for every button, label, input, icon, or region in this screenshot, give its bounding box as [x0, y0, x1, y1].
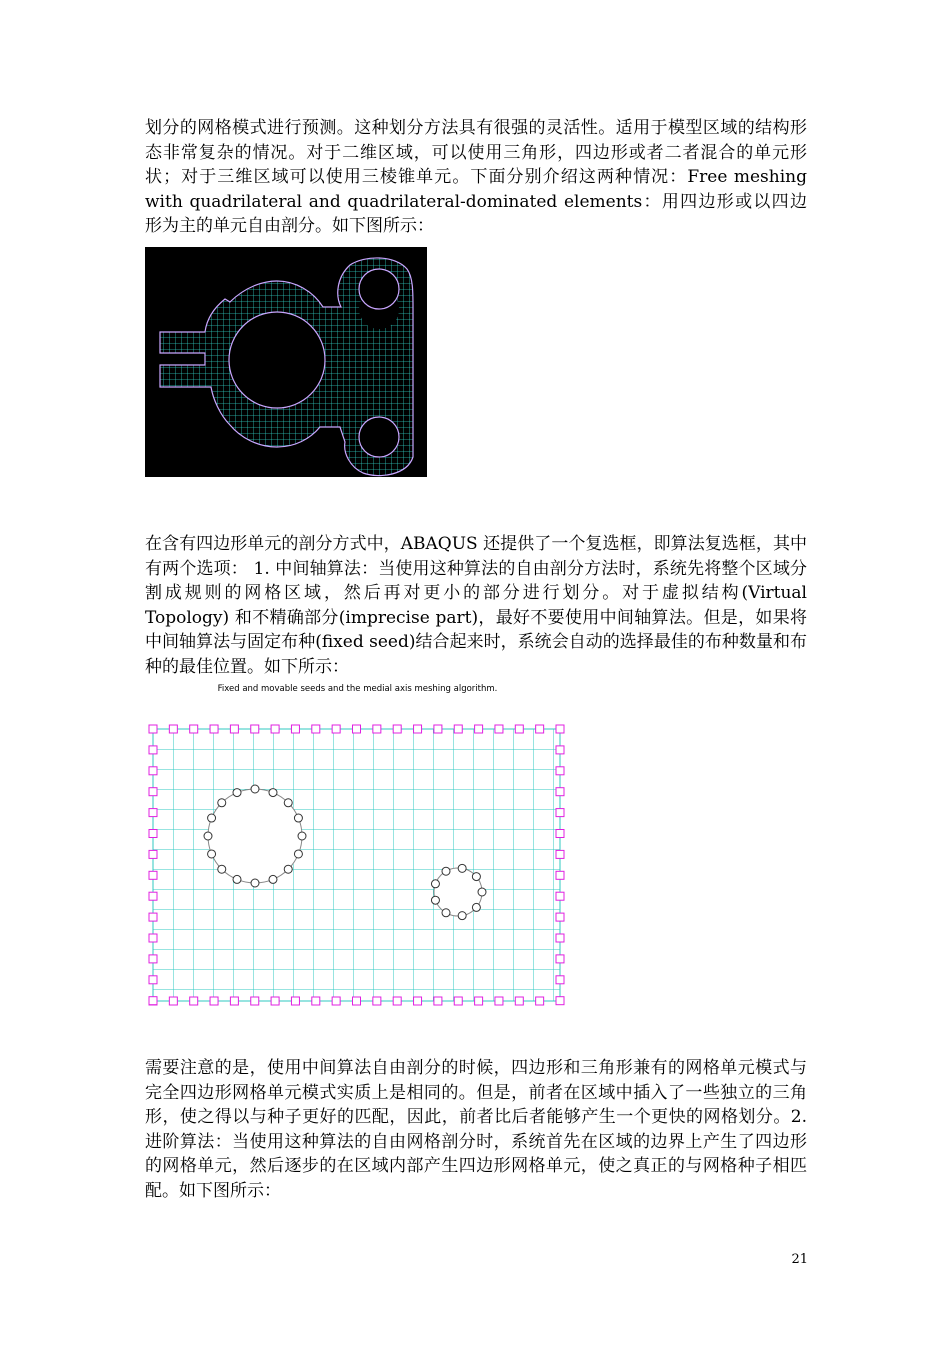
seed-marker: [373, 997, 381, 1005]
seed-marker: [190, 725, 198, 733]
seed-marker: [149, 871, 157, 879]
seed-marker: [284, 799, 292, 807]
seed-marker: [458, 864, 466, 872]
seed-marker: [556, 746, 564, 754]
seed-marker: [556, 871, 564, 879]
seed-marker: [149, 767, 157, 775]
medial-axis-mesh-drawing: [145, 684, 570, 1010]
seed-marker: [431, 896, 439, 904]
seed-marker: [556, 788, 564, 796]
seed-marker: [251, 879, 259, 887]
figure-caption: Fixed and movable seeds and the medial axis meshing algorithm.: [217, 684, 498, 694]
seed-marker: [556, 997, 564, 1005]
seed-marker: [294, 850, 302, 858]
seed-marker: [472, 903, 480, 911]
seed-marker: [149, 934, 157, 942]
seed-marker: [149, 830, 157, 838]
seed-marker: [251, 785, 259, 793]
seed-marker: [556, 725, 564, 733]
seed-marker: [414, 997, 422, 1005]
seed-marker: [454, 725, 462, 733]
seed-marker: [515, 725, 523, 733]
page-number: 21: [791, 1252, 808, 1267]
seed-marker: [475, 997, 483, 1005]
seed-marker: [204, 832, 212, 840]
seed-marker: [556, 850, 564, 858]
seed-marker: [515, 997, 523, 1005]
paragraph-1: 划分的网格模式进行预测。这种划分方法具有很强的灵活性。适用于模型区域的结构形态非常复杂的情况。对于二维区域，可以使用三角形，四边形或者二者混合的单元形状；对于三维区域可以使用三棱锥单元。下面分别介绍这两种情况：Free meshing with quadrilateral and quadrilateral-dominated elements：用四边形或以四边形为主的单元自由剖分。如下图所示：: [145, 118, 807, 237]
seed-marker: [556, 976, 564, 984]
seed-marker: [190, 997, 198, 1005]
seed-marker: [556, 830, 564, 838]
seed-marker: [353, 725, 361, 733]
seed-marker: [169, 725, 177, 733]
seed-marker: [294, 814, 302, 822]
seed-marker: [149, 788, 157, 796]
seed-marker: [233, 875, 241, 883]
seed-marker: [271, 725, 279, 733]
seed-marker: [210, 725, 218, 733]
seed-marker: [269, 875, 277, 883]
quad-mesh-drawing: [145, 247, 427, 477]
seed-marker: [556, 767, 564, 775]
seed-marker: [208, 814, 216, 822]
seed-marker: [312, 997, 320, 1005]
seed-marker: [149, 955, 157, 963]
seed-marker: [312, 725, 320, 733]
seed-marker: [169, 997, 177, 1005]
seed-marker: [284, 865, 292, 873]
seed-marker: [454, 997, 462, 1005]
seed-marker: [251, 725, 259, 733]
seed-marker: [556, 955, 564, 963]
seed-marker: [230, 725, 238, 733]
seed-marker: [353, 997, 361, 1005]
figure-quad-free-mesh: [145, 247, 427, 477]
seed-marker: [149, 997, 157, 1005]
seed-marker: [373, 725, 381, 733]
seed-marker: [475, 725, 483, 733]
seed-marker: [149, 809, 157, 817]
seed-marker: [434, 725, 442, 733]
seed-marker: [149, 725, 157, 733]
seed-marker: [291, 725, 299, 733]
seed-marker: [393, 725, 401, 733]
seed-marker: [230, 997, 238, 1005]
seed-marker: [472, 873, 480, 881]
seed-marker: [431, 880, 439, 888]
seed-marker: [434, 997, 442, 1005]
seed-marker: [495, 725, 503, 733]
seed-marker: [556, 892, 564, 900]
seed-marker: [271, 997, 279, 1005]
paragraph-3: 需要注意的是，使用中间算法自由剖分的时候，四边形和三角形兼有的网格单元模式与完全四边形网格单元模式实质上是相同的。但是，前者在区域中插入了一些独立的三角形，使之得以与种子更好的匹配，因此，前者比后者能够产生一个更快的网格划分。2.进阶算法：当使用这种算法的自由网格剖分时，系统首先在区域的边界上产生了四边形的网格单元，然后逐步的在区域内部产生四边形网格单元，使之真正的与网格种子相匹配。如下图所示：: [145, 1058, 807, 1201]
seed-marker: [291, 997, 299, 1005]
seed-marker: [149, 892, 157, 900]
seed-marker: [218, 799, 226, 807]
seed-marker: [556, 934, 564, 942]
seed-marker: [251, 997, 259, 1005]
seed-marker: [233, 789, 241, 797]
seed-marker: [210, 997, 218, 1005]
seed-marker: [458, 912, 466, 920]
seed-marker: [414, 725, 422, 733]
seed-marker: [556, 913, 564, 921]
seed-marker: [298, 832, 306, 840]
seed-marker: [495, 997, 503, 1005]
seed-marker: [149, 976, 157, 984]
seed-marker: [442, 867, 450, 875]
seed-marker: [556, 809, 564, 817]
seed-marker: [218, 865, 226, 873]
seed-marker: [332, 997, 340, 1005]
seed-marker: [536, 997, 544, 1005]
seed-marker: [332, 725, 340, 733]
seed-marker: [442, 909, 450, 917]
seed-marker: [269, 789, 277, 797]
figure-medial-axis-mesh: [145, 684, 570, 1010]
seed-marker: [208, 850, 216, 858]
seed-marker: [149, 850, 157, 858]
seed-marker: [393, 997, 401, 1005]
seed-marker: [149, 746, 157, 754]
seed-marker: [536, 725, 544, 733]
paragraph-2: 在含有四边形单元的剖分方式中，ABAQUS 还提供了一个复选框，即算法复选框，其中有两个选项： 1. 中间轴算法：当使用这种算法的自由剖分方法时，系统先将整个区域分割成规则的网格区域，然后再对更小的部分进行划分。对于虚拟结构(Virtual Topology) 和不精确部分(imprecise part)，最好不要使用中间轴算法。但是，如果将中间轴算法与固定布种(fixed seed)结合起来时，系统会自动的选择最佳的布种数量和布种的最佳位置。如下所示：: [145, 534, 807, 677]
seed-marker: [149, 913, 157, 921]
seed-marker: [478, 888, 486, 896]
